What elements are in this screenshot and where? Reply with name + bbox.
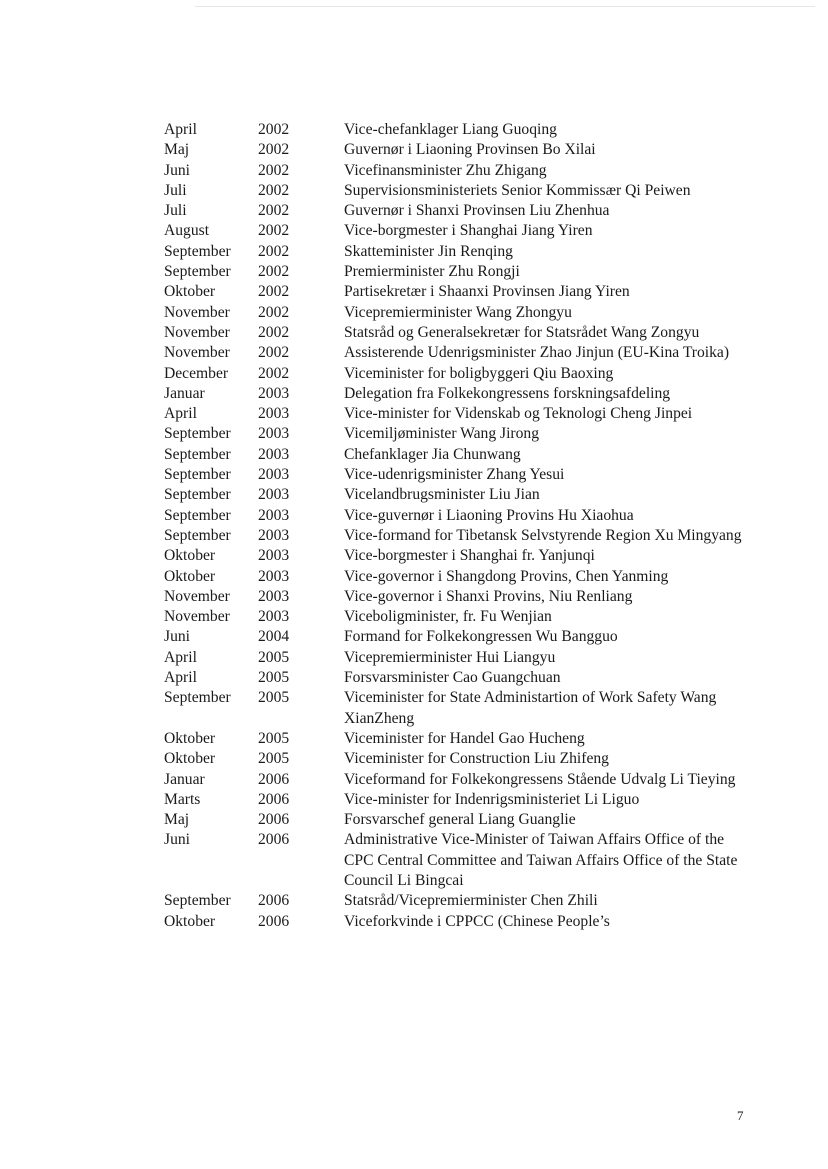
visit-month: Juli <box>164 202 187 220</box>
table-row <box>164 790 754 810</box>
visit-month: April <box>164 669 197 687</box>
visit-year: 2004 <box>258 628 290 646</box>
table-row <box>164 567 754 587</box>
visit-year: 2002 <box>258 161 290 179</box>
visit-description: Vice-guvernør i Liaoning Provins Hu Xiaohua <box>344 506 634 524</box>
visit-year: 2006 <box>258 790 290 808</box>
visit-description: Vicefinansminister Zhu Zhigang <box>344 161 547 179</box>
visit-description: Viceboligminister, fr. Fu Wenjian <box>344 608 552 626</box>
visit-month: September <box>164 506 231 524</box>
visit-description: Supervisionsministeriets Senior Kommissær Qi Peiwen <box>344 181 691 199</box>
visit-description: Assisterende Udenrigsminister Zhao Jinjun (EU-Kina Troika) <box>344 344 730 362</box>
visit-description: Chefanklager Jia Chunwang <box>344 445 521 463</box>
scan-edge-line <box>195 6 815 7</box>
table-row <box>164 607 754 627</box>
visit-month: Juli <box>164 181 187 199</box>
visit-description: Vicepremierminister Hui Liangyu <box>344 648 556 666</box>
table-row <box>164 424 754 444</box>
visit-month: April <box>164 648 197 666</box>
visit-description: Guvernør i Shanxi Provinsen Liu Zhenhua <box>344 202 610 220</box>
visit-month: November <box>164 587 230 605</box>
visit-year: 2003 <box>258 466 290 484</box>
visit-month: Juni <box>164 161 190 179</box>
visit-month: Maj <box>164 141 190 159</box>
table-row <box>164 891 754 911</box>
visit-month: September <box>164 526 231 544</box>
table-row <box>164 181 754 201</box>
visit-year: 2005 <box>258 750 290 768</box>
visit-description: Vice-borgmester i Shanghai Jiang Yiren <box>344 222 593 240</box>
visit-month: November <box>164 608 230 626</box>
table-row <box>164 485 754 505</box>
table-row <box>164 221 754 241</box>
visit-month: Oktober <box>164 547 216 565</box>
visit-month: December <box>164 364 229 382</box>
visit-year: 2006 <box>258 912 290 930</box>
visit-year: 2002 <box>258 303 290 321</box>
visit-description: Viceminister for Handel Gao Hucheng <box>344 729 585 747</box>
visit-year: 2006 <box>258 811 290 829</box>
visit-year: 2005 <box>258 669 290 687</box>
visit-month: September <box>164 425 231 443</box>
visit-description: Viceforkvinde i CPPCC (Chinese People’s <box>344 912 610 930</box>
visit-month: September <box>164 689 231 707</box>
visit-description: Forsvarsminister Cao Guangchuan <box>344 669 561 687</box>
visit-month: September <box>164 486 231 504</box>
visit-year: 2003 <box>258 405 290 423</box>
visit-description: Delegation fra Folkekongressens forskningsafdeling <box>344 384 671 402</box>
visit-description: Skatteminister Jin Renqing <box>344 242 513 260</box>
visit-description: Administrative Vice-Minister of Taiwan Affairs Office of the CPC Central Committee and Taiwan Affairs Office of the State Council Li Bingcai <box>344 831 738 889</box>
visit-year: 2003 <box>258 547 290 565</box>
visits-table <box>164 120 754 932</box>
table-row <box>164 627 754 647</box>
visit-description: Vice-minister for Indenrigsministeriet Li Liguo <box>344 790 640 808</box>
table-row <box>164 729 754 749</box>
table-row <box>164 668 754 688</box>
visit-description: Formand for Folkekongressen Wu Bangguo <box>344 628 618 646</box>
visit-year: 2002 <box>258 181 290 199</box>
visit-month: Marts <box>164 790 201 808</box>
visit-description: Partisekretær i Shaanxi Provinsen Jiang Yiren <box>344 283 630 301</box>
visit-year: 2005 <box>258 648 290 666</box>
visit-description: Vice-governor i Shangdong Provins, Chen Yanming <box>344 567 669 585</box>
table-row <box>164 688 754 729</box>
table-row <box>164 201 754 221</box>
table-row <box>164 140 754 160</box>
visit-year: 2002 <box>258 202 290 220</box>
visit-month: November <box>164 303 230 321</box>
visit-year: 2005 <box>258 689 290 707</box>
visit-description: Premierminister Zhu Rongji <box>344 263 520 281</box>
visit-month: Juni <box>164 628 190 646</box>
table-row <box>164 526 754 546</box>
visit-month: September <box>164 466 231 484</box>
visit-month: November <box>164 323 230 341</box>
table-row <box>164 384 754 404</box>
visit-year: 2003 <box>258 425 290 443</box>
visit-year: 2003 <box>258 526 290 544</box>
visit-month: Oktober <box>164 750 216 768</box>
table-row <box>164 506 754 526</box>
visit-year: 2003 <box>258 506 290 524</box>
visit-description: Vice-minister for Videnskab og Teknologi Cheng Jinpei <box>344 405 693 423</box>
visit-description: Statsråd og Generalsekretær for Statsrådet Wang Zongyu <box>344 323 700 341</box>
visit-year: 2002 <box>258 121 290 138</box>
visit-month: Oktober <box>164 729 216 747</box>
visit-year: 2006 <box>258 831 290 849</box>
visit-month: Oktober <box>164 912 216 930</box>
table-row <box>164 161 754 181</box>
visit-description: Viceminister for boligbyggeri Qiu Baoxing <box>344 364 614 382</box>
table-row <box>164 830 754 891</box>
visit-description: Statsråd/Vicepremierminister Chen Zhili <box>344 892 598 910</box>
table-row <box>164 120 754 140</box>
visit-year: 2002 <box>258 141 290 159</box>
table-row <box>164 648 754 668</box>
visit-month: Oktober <box>164 567 216 585</box>
visit-description: Vicemiljøminister Wang Jirong <box>344 425 540 443</box>
table-row <box>164 445 754 465</box>
visit-description: Vicepremierminister Wang Zhongyu <box>344 303 572 321</box>
visit-month: November <box>164 344 230 362</box>
visit-month: August <box>164 222 210 240</box>
visit-description: Vice-formand for Tibetansk Selvstyrende Region Xu Mingyang <box>344 526 742 544</box>
visit-year: 2005 <box>258 729 290 747</box>
visit-description: Guvernør i Liaoning Provinsen Bo Xilai <box>344 141 596 159</box>
visit-year: 2003 <box>258 567 290 585</box>
visit-description: Vice-governor i Shanxi Provins, Niu Renliang <box>344 587 633 605</box>
visit-description: Viceformand for Folkekongressens Stående Udvalg Li Tieying <box>344 770 736 788</box>
visit-month: Oktober <box>164 283 216 301</box>
table-row <box>164 343 754 363</box>
visit-month: Januar <box>164 770 205 788</box>
visit-year: 2003 <box>258 587 290 605</box>
visit-month: Januar <box>164 384 205 402</box>
visit-description: Vice-borgmester i Shanghai fr. Yanjunqi <box>344 547 595 565</box>
visit-year: 2002 <box>258 283 290 301</box>
visit-description: Vicelandbrugsminister Liu Jian <box>344 486 540 504</box>
visit-year: 2002 <box>258 344 290 362</box>
visit-description: Vice-udenrigsminister Zhang Yesui <box>344 466 565 484</box>
visits-table-body <box>164 120 754 932</box>
table-row <box>164 546 754 566</box>
visit-description: Forsvarschef general Liang Guanglie <box>344 811 576 829</box>
visit-year: 2002 <box>258 323 290 341</box>
table-row <box>164 404 754 424</box>
visit-month: April <box>164 121 197 138</box>
visit-description: Vice-chefanklager Liang Guoqing <box>344 121 557 138</box>
table-row <box>164 364 754 384</box>
table-row <box>164 587 754 607</box>
visit-month: September <box>164 242 231 260</box>
table-row <box>164 770 754 790</box>
table-row <box>164 303 754 323</box>
visit-description: Viceminister for State Administartion of Work Safety Wang XianZheng <box>344 689 717 727</box>
table-row <box>164 912 754 932</box>
visit-year: 2002 <box>258 364 290 382</box>
visit-month: Maj <box>164 811 190 829</box>
visit-year: 2002 <box>258 222 290 240</box>
visit-year: 2003 <box>258 445 290 463</box>
table-row <box>164 323 754 343</box>
table-row <box>164 810 754 830</box>
visit-year: 2003 <box>258 486 290 504</box>
page-number: 7 <box>737 1108 744 1123</box>
visit-month: September <box>164 263 231 281</box>
table-row <box>164 749 754 769</box>
visit-month: September <box>164 892 231 910</box>
visit-month: Juni <box>164 831 190 849</box>
visit-year: 2006 <box>258 770 290 788</box>
visit-year: 2002 <box>258 242 290 260</box>
table-row <box>164 242 754 262</box>
visit-year: 2002 <box>258 263 290 281</box>
visit-description: Viceminister for Construction Liu Zhifeng <box>344 750 609 768</box>
table-row <box>164 282 754 302</box>
visit-month: April <box>164 405 197 423</box>
visit-month: September <box>164 445 231 463</box>
visit-year: 2003 <box>258 384 290 402</box>
visit-year: 2006 <box>258 892 290 910</box>
table-row <box>164 465 754 485</box>
visit-year: 2003 <box>258 608 290 626</box>
table-row <box>164 262 754 282</box>
